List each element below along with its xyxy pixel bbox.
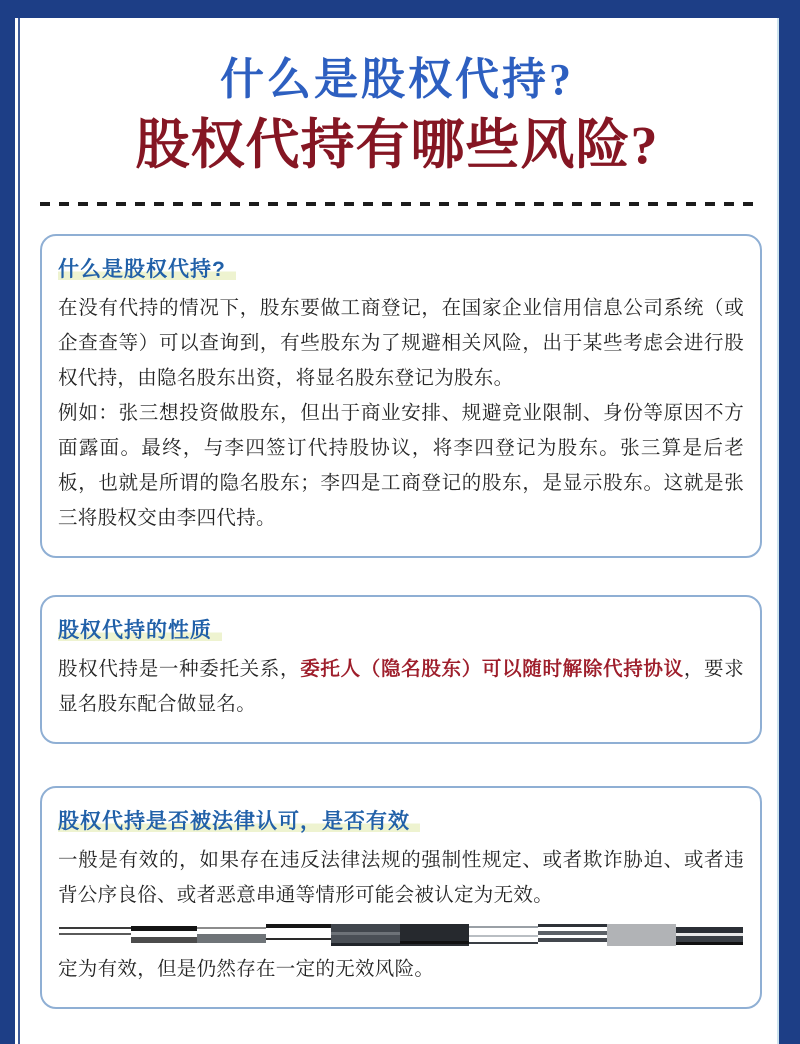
paragraph: 在没有代持的情况下，股东要做工商登记，在国家企业信用信息公司系统（或企查查等）可以查询到，有些股东为了规避相关风险，出于某些考虑会进行股权代持，由隐名股东出资，将显名股东登记为股东。 — [58, 297, 744, 389]
right-inner-edge-line — [777, 18, 779, 1044]
section-body — [58, 843, 744, 913]
heading-highlight: 股权代持是否被法律认可，是否有效 — [58, 810, 420, 833]
glitch-segment — [538, 924, 607, 946]
section-body — [58, 652, 744, 722]
section-body — [58, 952, 744, 987]
section-body — [58, 291, 744, 536]
glitch-segment — [197, 924, 266, 946]
body-text-emphasis-red: 委托人（隐名股东）可以随时解除代持协议 — [300, 658, 684, 680]
heading-highlight: 什么是股权代持? — [58, 258, 236, 281]
body-text-normal: ，要求显名股东配合做显名。 — [58, 658, 744, 715]
paragraph: 定为有效，但是仍然存在一定的无效风险。 — [58, 958, 435, 980]
left-inner-edge-line — [18, 18, 20, 1044]
section-heading — [58, 255, 744, 285]
glitch-segment — [469, 924, 538, 946]
section-nature — [40, 595, 762, 744]
glitch-segment — [266, 924, 330, 946]
body-text-normal: 股权代持是一种委托关系， — [58, 658, 301, 680]
dashed-divider — [40, 202, 757, 206]
section-legal-validity — [40, 786, 762, 1009]
section-heading — [58, 616, 744, 646]
glitch-segment — [331, 924, 400, 946]
glitch-segment — [59, 924, 131, 946]
heading-highlight: 股权代持的性质 — [58, 619, 222, 642]
title-block — [15, 18, 779, 176]
section-what-is-holding — [40, 234, 762, 558]
paragraph: 例如：张三想投资做股东，但出于商业安排、规避竞业限制、身份等原因不方面露面。最终，与李四签订代持股协议，将李四登记为股东。张三算是后老板，也就是所谓的隐名股东；李四是工商登记的股东，是显示股东。这就是张三将股权交由李四代持。 — [58, 402, 744, 529]
section-heading — [58, 807, 744, 837]
page-subtitle: 股权代持有哪些风险? — [135, 115, 659, 175]
glitch-segment — [676, 924, 743, 946]
glitch-segment — [400, 924, 469, 946]
corrupted-image-strip — [59, 924, 743, 946]
paragraph: 一般是有效的，如果存在违反法律法规的强制性规定、或者欺诈胁迫、或者违背公序良俗、或者恶意串通等情形可能会被认定为无效。 — [58, 849, 744, 906]
glitch-segment — [607, 924, 676, 946]
page-title: 什么是股权代持? — [220, 55, 574, 104]
glitch-segment — [131, 924, 197, 946]
